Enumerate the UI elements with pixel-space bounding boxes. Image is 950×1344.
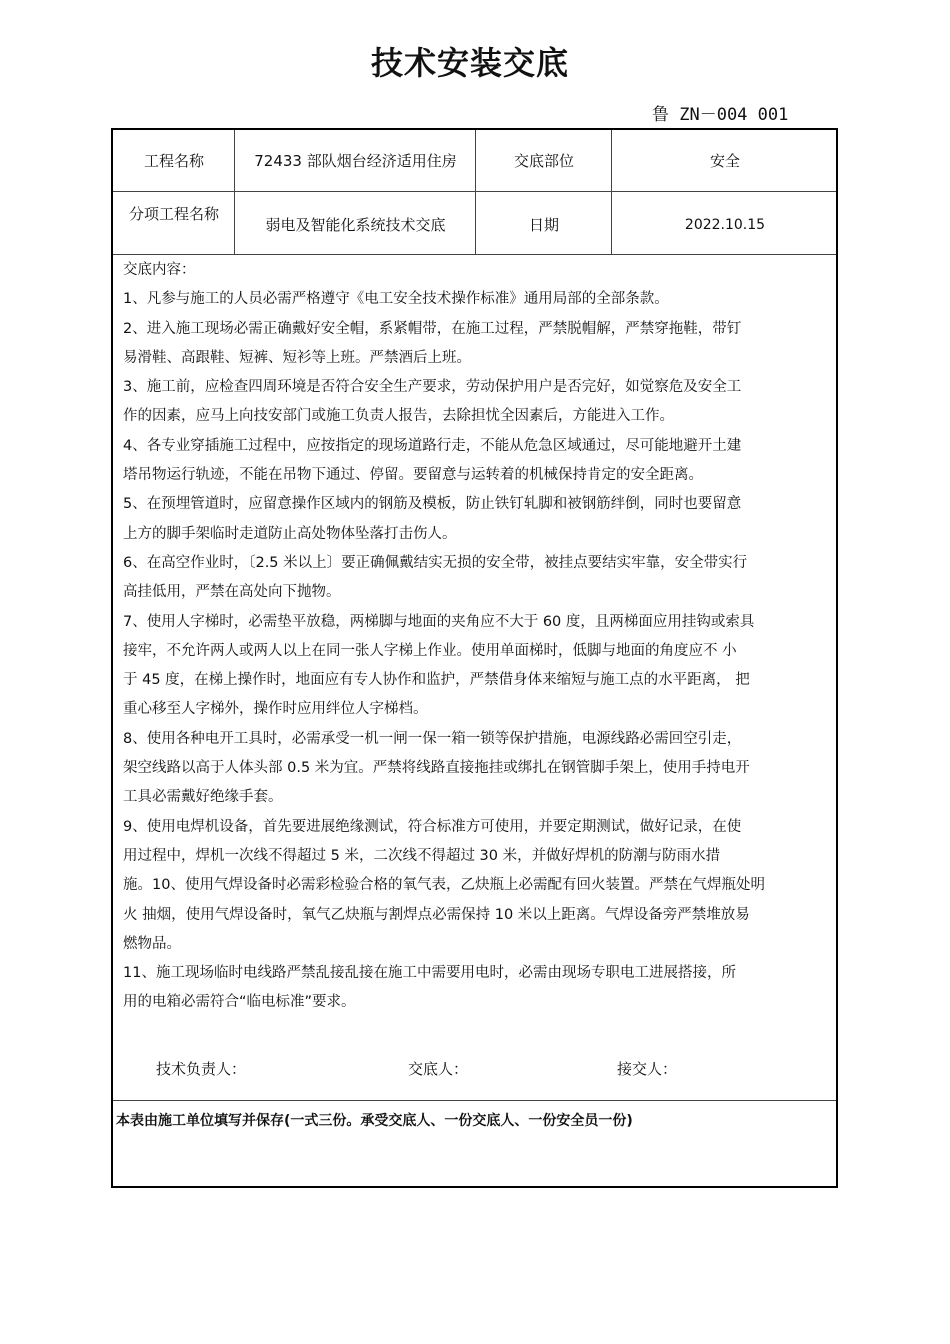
- content-line: 接牢，不允许两人或两人以上在同一张人字梯上作业。使用单面梯时，低脚与地面的角度应不 小: [123, 642, 737, 659]
- tech-lead-signature-label: 技术负责人：: [156, 1060, 247, 1078]
- disclosure-part-value: 安全: [709, 152, 740, 170]
- column-divider: [475, 130, 476, 254]
- date-label: 日期: [528, 216, 559, 234]
- content-line: 施。10、使用气焊设备时必需彩检验合格的氧气表，乙炔瓶上必需配有回火装置。严禁在气焊瓶处明: [123, 877, 765, 894]
- content-line: 用的电箱必需符合“临电标准”要求。: [123, 994, 356, 1011]
- project-name-label: 工程名称: [143, 152, 204, 170]
- document-title: 技术安装交底: [370, 44, 569, 82]
- content-line: 高挂低用，严禁在高处向下抛物。: [123, 584, 341, 601]
- content-line: 重心移至人字梯外，操作时应用绊位人字梯档。: [123, 701, 428, 718]
- disclosure-part-label: 交底部位: [513, 152, 574, 170]
- disclosure-content: [123, 256, 838, 1018]
- content-line: 11、施工现场临时电线路严禁乱接乱接在施工中需要用电时，必需由现场专职电工进展搭接，所: [123, 965, 736, 982]
- content-line: 上方的脚手架临时走道防止高处物体坠落打击伤人。: [123, 525, 457, 542]
- disclosure-form: [111, 128, 838, 1188]
- document-number: 鲁 ZN－004 001: [652, 105, 789, 125]
- content-line: 4、各专业穿插施工过程中，应按指定的现场道路行走，不能从危急区域通过，尽可能地避开土建: [123, 437, 742, 454]
- content-line: 8、使用各种电开工具时，必需承受一机一闸一保一箱一锁等保护措施，电源线路必需回空引走，: [123, 730, 742, 747]
- project-name-value: 72433 部队烟台经济适用住房: [254, 152, 457, 170]
- subproject-name-label: 分项工程名称: [128, 205, 219, 223]
- content-line: 易滑鞋、高跟鞋、短裤、短衫等上班。严禁酒后上班。: [123, 349, 471, 366]
- footer-divider: [113, 1100, 836, 1101]
- content-line: 用过程中，焊机一次线不得超过 5 米，二次线不得超过 30 米，并做好焊机的防潮与防雨水措: [123, 847, 721, 864]
- subproject-name-value: 弱电及智能化系统技术交底: [265, 216, 446, 234]
- content-line: 7、使用人字梯时，必需垫平放稳，两梯脚与地面的夹角应不大于 60 度，且两梯面应用挂钩或索具: [123, 613, 755, 630]
- content-line: 9、使用电焊机设备，首先要进展绝缘测试，符合标准方可使用，并要定期测试，做好记录，在使: [123, 818, 742, 835]
- receiver-signature-label: 接交人：: [617, 1060, 678, 1078]
- content-heading: 交底内容：: [123, 262, 196, 278]
- content-line: 塔吊物运行轨迹，不能在吊物下通过、停留。要留意与运转着的机械保持肯定的安全距离。: [123, 467, 703, 484]
- content-line: 于 45 度，在梯上操作时，地面应有专人协作和监护，严禁借身体来缩短与施工点的水平距离， 把: [123, 672, 750, 689]
- date-value: 2022.10.15: [684, 216, 766, 233]
- content-line: 架空线路以高于人体头部 0.5 米为宜。严禁将线路直接拖挂或绑扎在钢管脚手架上，使用手持电开: [123, 760, 750, 777]
- content-line: 1、凡参与施工的人员必需严格遵守《电工安全技术操作标准》通用局部的全部条款。: [123, 291, 669, 308]
- column-divider: [234, 130, 235, 254]
- content-line: 5、在预埋管道时，应留意操作区域内的钢筋及模板，防止铁钉轧脚和被钢筋绊倒，同时也要留意: [123, 496, 742, 513]
- content-line: 6、在高空作业时，〔2.5 米以上〕要正确佩戴结实无损的安全带，被挂点要结实牢靠，安全带实行: [123, 554, 748, 571]
- content-line: 燃物品。: [123, 935, 181, 952]
- content-line: 作的因素，应马上向技安部门或施工负责人报告，去除担忧全因素后，方能进入工作。: [123, 408, 674, 425]
- content-line: 工具必需戴好绝缘手套。: [123, 789, 283, 806]
- content-line: 2、进入施工现场必需正确戴好安全帽，系紧帽带，在施工过程，严禁脱帽解，严禁穿拖鞋，带钉: [123, 320, 742, 337]
- content-line: 3、施工前，应检查四周环境是否符合安全生产要求，劳动保护用户是否完好，如觉察危及安全工: [123, 379, 742, 396]
- presenter-signature-label: 交底人：: [408, 1060, 469, 1078]
- content-line: 火 抽烟，使用气焊设备时，氧气乙炔瓶与割焊点必需保持 10 米以上距离。气焊设备旁严禁堆放易: [123, 906, 750, 923]
- footer-note: 本表由施工单位填写并保存(一式三份。承受交底人、一份交底人、一份安全员一份): [116, 1113, 633, 1129]
- column-divider: [611, 130, 612, 254]
